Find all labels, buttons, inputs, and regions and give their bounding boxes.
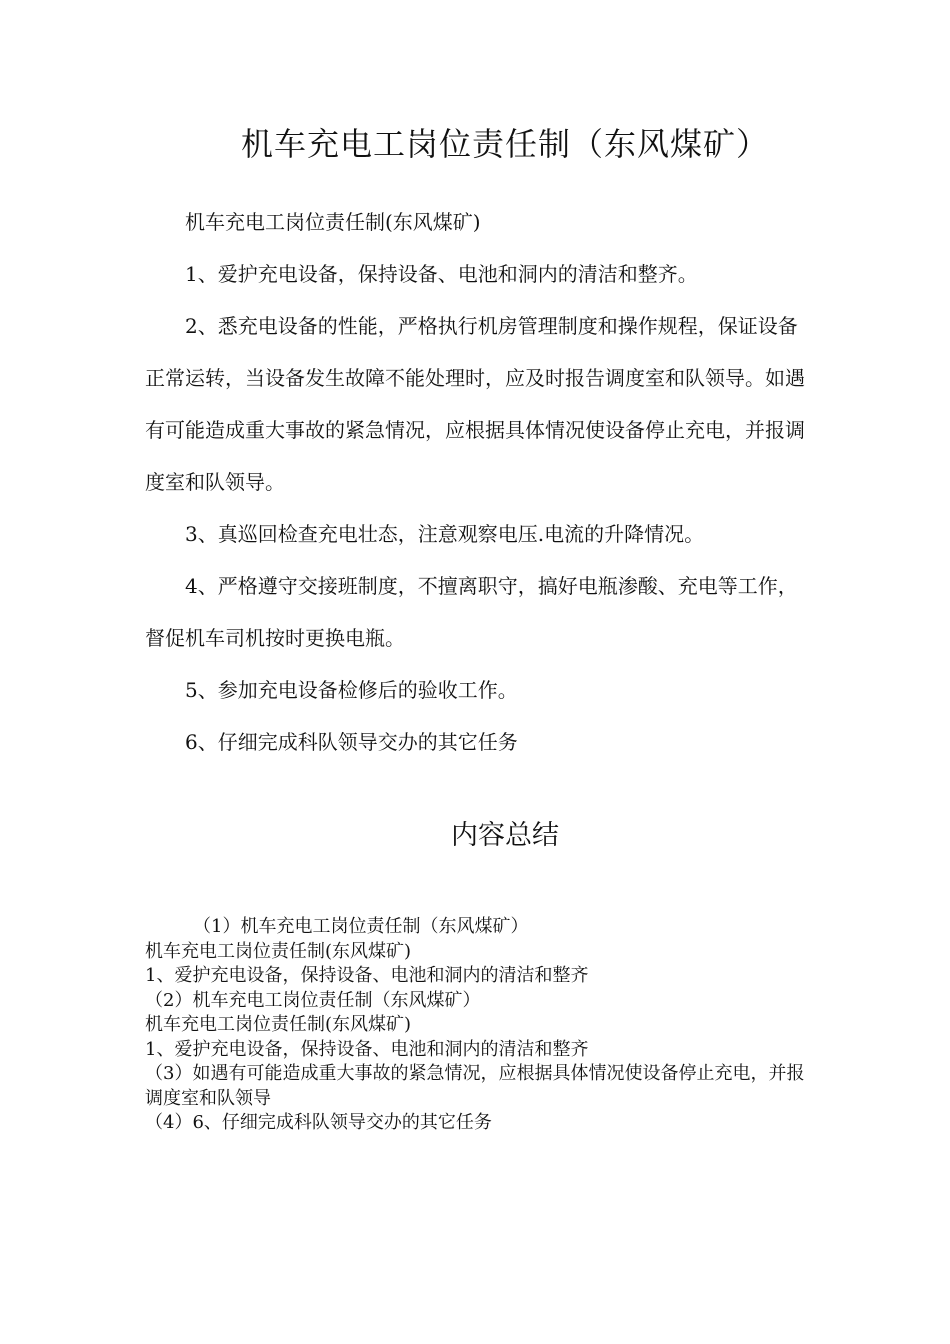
paragraph-item-1: 1、爱护充电设备，保持设备、电池和洞内的清洁和整齐。 (185, 262, 698, 286)
summary-line: （4）6、仔细完成科队领导交办的其它任务 (145, 1112, 492, 1133)
summary-line: 1、爱护充电设备，保持设备、电池和洞内的清洁和整齐 (145, 965, 589, 986)
document-body (145, 196, 810, 768)
summary-line: （3）如遇有可能造成重大事故的紧急情况，应根据具体情况使设备停止充电，并报调度室和队领导 (145, 1063, 805, 1109)
paragraph-item-5: 5、参加充电设备检修后的验收工作。 (185, 678, 518, 702)
paragraph-heading: 机车充电工岗位责任制(东风煤矿) (185, 210, 481, 234)
summary-title: 内容总结 (451, 820, 559, 851)
paragraph-item-3: 3、真巡回检查充电壮态，注意观察电压.电流的升降情况。 (185, 522, 705, 546)
summary-line: 机车充电工岗位责任制(东风煤矿) (145, 940, 412, 962)
paragraph-item-4: 4、严格遵守交接班制度，不擅离职守，搞好电瓶渗酸、充电等工作，督促机车司机按时更换电瓶。 (145, 574, 798, 650)
paragraph-item-2: 2、悉充电设备的性能，严格执行机房管理制度和操作规程，保证设备正常运转，当设备发生故障不能处理时，应及时报告调度室和队领导。如遇有可能造成重大事故的紧急情况，应根据具体情况使设备停止充电，并报调度室和队领导。 (145, 314, 805, 494)
paragraph-item-6: 6、仔细完成科队领导交办的其它任务 (185, 730, 518, 754)
summary-section (145, 915, 810, 1136)
document-title: 机车充电工岗位责任制（东风煤矿） (240, 125, 769, 163)
summary-line: （1）机车充电工岗位责任制（东风煤矿） (193, 916, 529, 937)
summary-line: 1、爱护充电设备，保持设备、电池和洞内的清洁和整齐 (145, 1038, 589, 1060)
summary-line: （2）机车充电工岗位责任制（东风煤矿） (145, 989, 481, 1011)
summary-line: 机车充电工岗位责任制(东风煤矿) (145, 1014, 412, 1035)
